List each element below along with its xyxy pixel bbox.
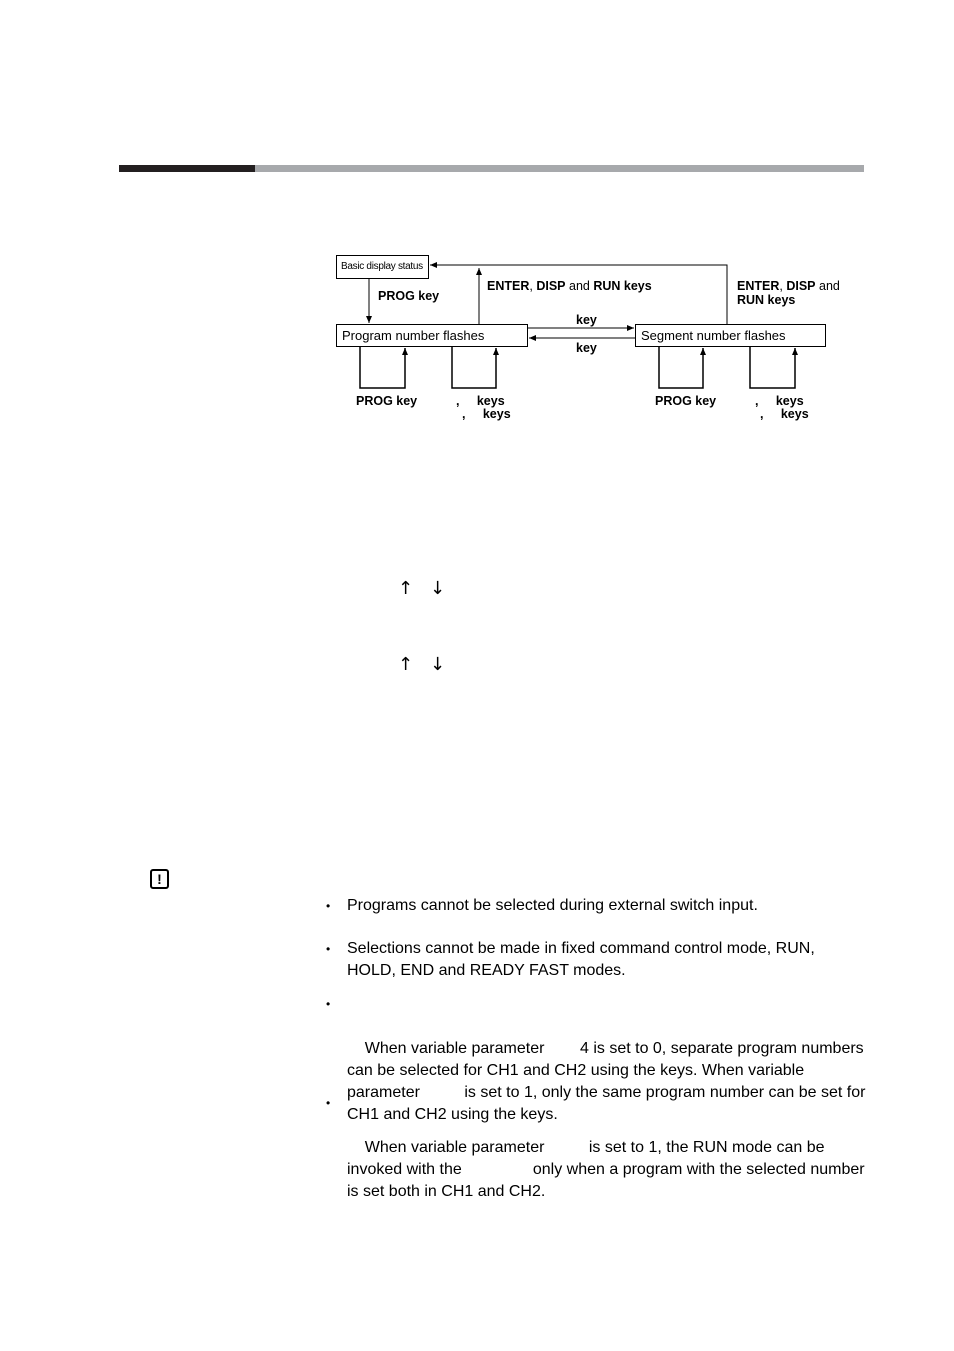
up-arrow-icon: ↑ (398, 654, 414, 675)
label-loop-left-prog: PROG key (356, 394, 418, 408)
label-loop-left-keys2: , keys (462, 407, 511, 421)
note-item (326, 1092, 870, 1226)
bullet-icon: • (326, 997, 331, 1011)
down-arrow-icon: ↓ (430, 578, 446, 599)
loop-seg-1 (659, 347, 703, 388)
note-item (326, 895, 758, 917)
loop-prog-1 (360, 347, 405, 388)
note-text: Selections cannot be made in fixed command control mode, RUN, HOLD, END and READY FAST modes. (347, 940, 815, 980)
label-key-top: key (576, 313, 597, 327)
note-item (326, 938, 866, 983)
label-loop-left-keys1: , keys (456, 394, 505, 408)
caution-icon: ! (150, 869, 169, 889)
note-text: When variable parameter 4 is set to 0, separate program numbers can be selected for CH1 and CH2 using the keys. When variable parameter is set to 1, only the same program number can be set for CH1 and CH2 using the keys. (347, 1039, 870, 1124)
bullet-icon: • (326, 1096, 331, 1110)
label-enter-disp-run-right: ENTER, DISP and RUN keys (737, 279, 840, 307)
loop-prog-2 (452, 347, 496, 388)
basic-display-box: Basic display status (336, 255, 429, 279)
loop-seg-2 (750, 347, 795, 388)
label-loop-right-keys1: , keys (755, 394, 804, 408)
bullet-icon: • (326, 899, 331, 913)
label-enter-disp-run-left: ENTER, DISP and RUN keys (487, 279, 652, 293)
label-loop-right-keys2: , keys (760, 407, 809, 421)
bullet-icon: • (326, 942, 331, 956)
label-prog-key: PROG key (378, 289, 440, 303)
up-arrow-icon: ↑ (398, 578, 414, 599)
note-text: When variable parameter is set to 1, the RUN mode can be invoked with the only when a program with the selected number is set both in CH1 and CH2. (347, 1138, 870, 1201)
segment-flashes-box: Segment number flashes (635, 324, 826, 347)
label-key-bottom: key (576, 341, 597, 355)
program-flashes-box: Program number flashes (336, 324, 528, 347)
down-arrow-icon: ↓ (430, 654, 446, 675)
note-text: Programs cannot be selected during external switch input. (347, 897, 758, 914)
label-loop-right-prog: PROG key (655, 394, 717, 408)
